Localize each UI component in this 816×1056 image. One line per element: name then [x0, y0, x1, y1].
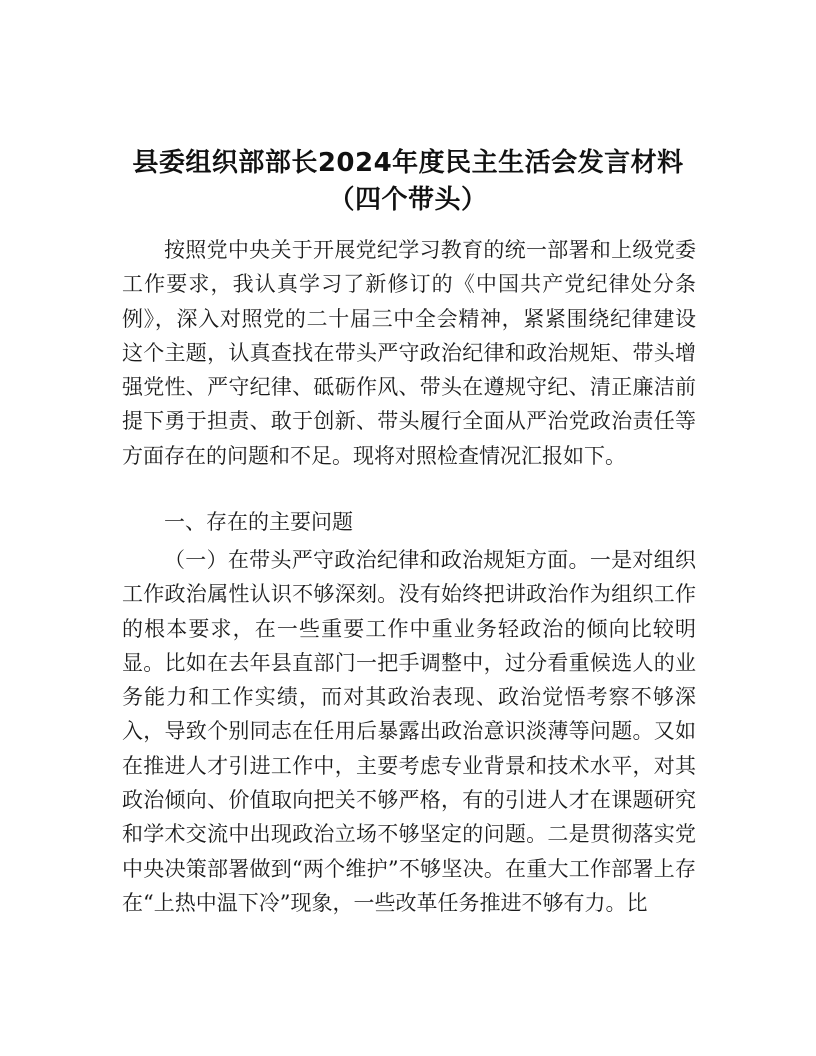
intro-paragraph-block [122, 233, 696, 473]
section1-paragraph: （一）在带头严守政治纪律和政治规矩方面。一是对组织工作政治属性认识不够深刻。没有始终把讲政治作为组织工作的根本要求，在一些重要工作中重业务轻政治的倾向比较明显。比如在去年县直部门一把手调整中，过分看重候选人的业务能力和工作实绩，而对其政治表现、政治觉悟考察不够深入，导致个别同志在任用后暴露出政治意识淡薄等问题。又如在推进人才引进工作中，主要考虑专业背景和技术水平，对其政治倾向、价值取向把关不够严格，有的引进人才在课题研究和学术交流中出现政治立场不够坚定的问题。二是贯彻落实党中央决策部署做到“两个维护”不够坚决。在重大工作部署上存在“上热中温下冷”现象，一些改革任务推进不够有力。比 [122, 548, 696, 915]
document-title: 县委组织部部长2024年度民主生活会发言材料 [132, 148, 684, 178]
document-subtitle: （四个带头） [328, 185, 488, 215]
intro-paragraph: 按照党中央关于开展党纪学习教育的统一部署和上级党委工作要求，我认真学习了新修订的《中国共产党纪律处分条例》，深入对照党的二十届三中全会精神，紧紧围绕纪律建设这个主题，认真查找在带头严守政治纪律和政治规矩、带头增强党性、严守纪律、砥砺作风、带头在遵规守纪、清正廉洁前提下勇于担责、敢于创新、带头履行全面从严治党政治责任等方面存在的问题和不足。现将对照检查情况汇报如下。 [122, 238, 696, 468]
section-heading: 一、存在的主要问题 [164, 510, 353, 534]
section-heading-block [122, 505, 696, 539]
section1-paragraph-block [122, 543, 696, 920]
